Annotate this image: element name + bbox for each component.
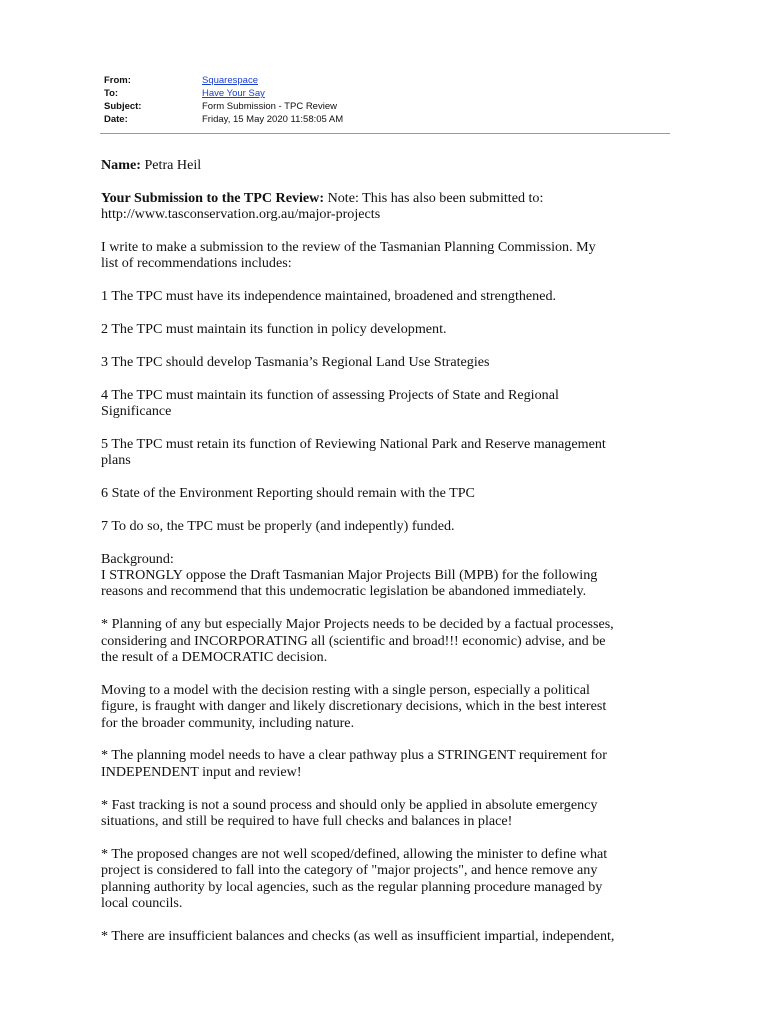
recommendation-4: 4 The TPC must maintain its function of assessing Projects of State and Regional Significance [101, 386, 559, 419]
from-link[interactable]: Squarespace [202, 75, 258, 86]
paragraph: * Fast tracking is not a sound process and should only be applied in absolute emergency situations, and still be required to have full checks and balances in place! [101, 796, 598, 830]
submission-label: Your Submission to the TPC Review: [101, 189, 325, 206]
background-paragraph: Background: I STRONGLY oppose the Draft Tasmanian Major Projects Bill (MPB) for the following reasons and recommend that this undemocratic legislation be abandoned immediately. [101, 550, 598, 600]
to-link[interactable]: Have Your Say [202, 88, 265, 99]
recommendation-2: 2 The TPC must maintain its function in policy development. [101, 321, 447, 337]
subject-value: Form Submission - TPC Review [202, 101, 337, 112]
submission-note: Note: This has also been submitted to: http://www.tasconservation.org.au/major-projects [101, 189, 544, 223]
date-row [104, 113, 674, 126]
recommendation-6: 6 State of the Environment Reporting should remain with the TPC [101, 485, 475, 501]
paragraph: * There are insufficient balances and checks (as well as insufficient impartial, independent, [101, 927, 615, 944]
name-line [101, 157, 676, 173]
date-value: Friday, 15 May 2020 11:58:05 AM [202, 114, 344, 125]
to-row [104, 87, 674, 100]
name-label: Name: [101, 157, 141, 173]
paragraph: * Planning of any but especially Major Projects needs to be decided by a factual processes, considering and INCORPORATING all (scientific and broad!!! economic) advise, and be the result of a DEMOCRATIC decision. [101, 616, 614, 666]
date-label: Date: [104, 114, 128, 125]
to-label: To: [104, 88, 119, 99]
subject-label: Subject: [104, 101, 142, 112]
recommendation-1: 1 The TPC must have its independence maintained, broadened and strengthened. [101, 288, 557, 305]
header-divider [100, 133, 670, 134]
submission-line [101, 190, 676, 223]
from-row [104, 74, 674, 87]
name-value: Petra Heil [144, 157, 202, 173]
paragraph: Moving to a model with the decision resting with a single person, especially a political figure, is fraught with danger and likely discretionary decisions, which in the best interest for the broader community, including nature. [101, 681, 607, 731]
from-label: From: [104, 75, 131, 86]
paragraph: * The proposed changes are not well scoped/defined, allowing the minister to define what project is considered to fall into the category of "major projects", and hence remove any planning authority by local agencies, such as the regular planning procedure managed by local councils. [101, 845, 608, 912]
subject-row [104, 100, 674, 113]
paragraph: I write to make a submission to the review of the Tasmanian Planning Commission. My list of recommendations includes: [101, 239, 596, 272]
recommendation-5: 5 The TPC must retain its function of Reviewing National Park and Reserve management plans [101, 435, 606, 469]
recommendation-3: 3 The TPC should develop Tasmania’s Regional Land Use Strategies [101, 353, 490, 370]
email-body [101, 157, 676, 961]
recommendation-7: 7 To do so, the TPC must be properly (and indepently) funded. [101, 517, 455, 534]
paragraph: * The planning model needs to have a clear pathway plus a STRINGENT requirement for INDEPENDENT input and review! [101, 747, 607, 780]
email-header [104, 74, 674, 126]
